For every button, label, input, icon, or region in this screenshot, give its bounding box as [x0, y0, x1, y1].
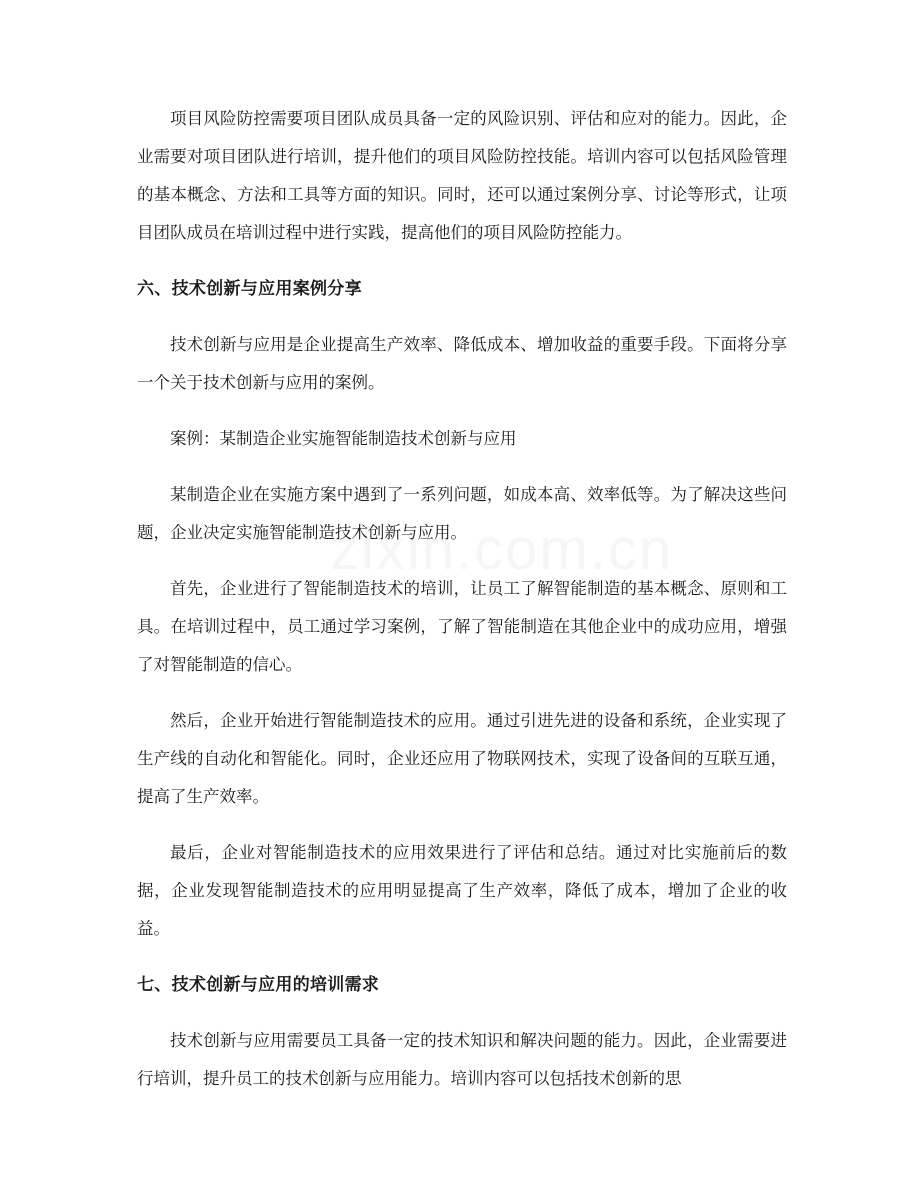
paragraph-case-problem: 某制造企业在实施方案中遇到了一系列问题，如成本高、效率低等。为了解决这些问题，企业决定实施智能制造技术创新与应用。: [137, 485, 787, 542]
section-heading-6: 六、技术创新与应用案例分享: [137, 279, 362, 299]
paragraph-case-title: 案例：某制造企业实施智能制造技术创新与应用: [170, 429, 517, 448]
document-body: [137, 100, 787, 1098]
paragraph-case-first: 首先，企业进行了智能制造技术的培训，让员工了解智能制造的基本概念、原则和工具。在培训过程中，员工通过学习案例，了解了智能制造在其他企业中的成功应用，增强了对智能制造的信心。: [137, 579, 787, 674]
paragraph-intro: 技术创新与应用是企业提高生产效率、降低成本、增加收益的重要手段。下面将分享一个关于技术创新与应用的案例。: [137, 335, 787, 392]
paragraph-case-finally: 最后，企业对智能制造技术的应用效果进行了评估和总结。通过对比实施前后的数据，企业发现智能制造技术的应用明显提高了生产效率，降低了成本，增加了企业的收益。: [137, 843, 787, 938]
paragraph-case-then: 然后，企业开始进行智能制造技术的应用。通过引进先进的设备和系统，企业实现了生产线的自动化和智能化。同时，企业还应用了物联网技术，实现了设备间的互联互通，提高了生产效率。: [137, 711, 787, 806]
paragraph-risk-training: 项目风险防控需要项目团队成员具备一定的风险识别、评估和应对的能力。因此，企业需要对项目团队进行培训，提升他们的项目风险防控技能。培训内容可以包括风险管理的基本概念、方法和工具等方面的知识。同时，还可以通过案例分享、讨论等形式，让项目团队成员在培训过程中进行实践，提高他们的项目风险防控能力。: [137, 109, 787, 242]
paragraph-training-needs: 技术创新与应用需要员工具备一定的技术知识和解决问题的能力。因此，企业需要进行培训，提升员工的技术创新与应用能力。培训内容可以包括技术创新的思: [137, 1031, 787, 1088]
section-heading-7: 七、技术创新与应用的培训需求: [137, 975, 380, 995]
